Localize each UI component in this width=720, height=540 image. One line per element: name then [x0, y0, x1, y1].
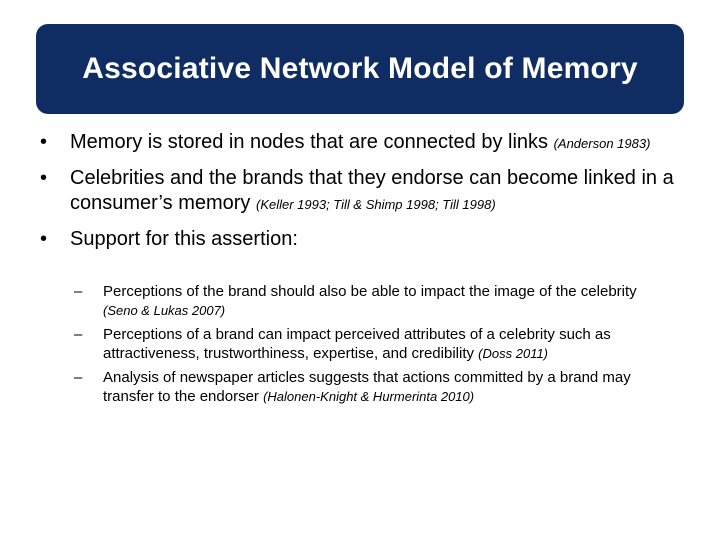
- bullet-citation: (Keller 1993; Till & Shimp 1998; Till 1998): [255, 197, 496, 212]
- sub-bullet-item: [70, 368, 663, 406]
- bullet-citation: (Anderson 1983): [553, 136, 651, 151]
- bullet-text: Celebrities and the brands that they endorse can become linked in a consumer’s memory: [70, 167, 674, 214]
- bullet-list: [38, 130, 688, 262]
- sub-bullet-text: Perceptions of a brand can impact perceived attributes of a celebrity such as attractiveness, trustworthiness, expertise, and credibility: [103, 326, 611, 362]
- sub-bullet-text: Perceptions of the brand should also be able to impact the image of the celebrity: [103, 283, 637, 300]
- sub-bullet-item: [70, 282, 663, 320]
- sub-bullet-list: [38, 282, 663, 411]
- slide-title: Associative Network Model of Memory: [82, 52, 638, 85]
- sub-bullet-citation: (Halonen-Knight & Hurmerinta 2010): [263, 389, 475, 404]
- bullet-text: Memory is stored in nodes that are connected by links: [70, 131, 554, 153]
- title-banner: [36, 24, 684, 114]
- bullet-item: [38, 130, 688, 156]
- bullet-item: [38, 227, 688, 252]
- sub-bullet-citation: (Doss 2011): [478, 346, 549, 361]
- bullet-text: Support for this assertion:: [70, 228, 298, 250]
- sub-bullet-text: Analysis of newspaper articles suggests that actions committed by a brand may transfer to the endorser: [103, 369, 631, 405]
- sub-bullet-citation: (Seno & Lukas 2007): [103, 303, 226, 318]
- bullet-item: [38, 166, 688, 217]
- sub-bullet-item: [70, 325, 663, 363]
